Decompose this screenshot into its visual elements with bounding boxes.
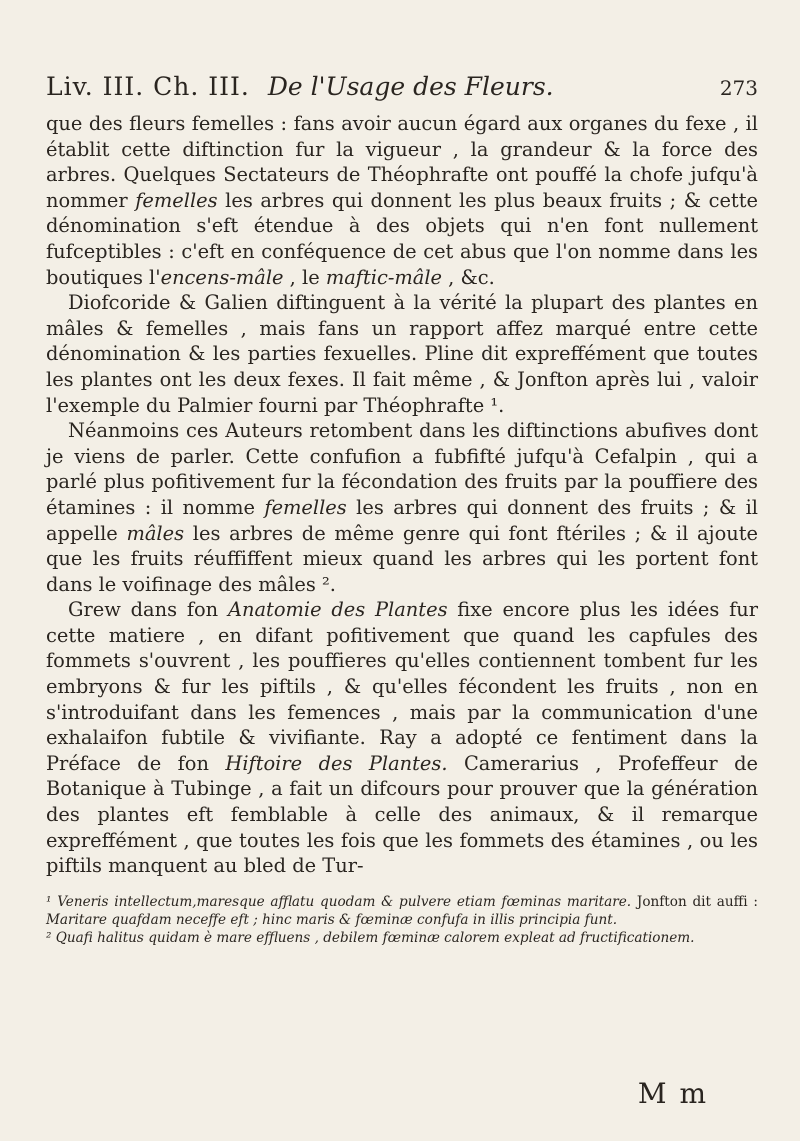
signature-mark: M m xyxy=(637,1077,708,1110)
running-head xyxy=(46,72,758,101)
paragraph: Néanmoins ces Auteurs retombent dans les diftinctions abufives dont je viens de parler. Cette confufion a fubfifté jufqu'à Cefalpin , qui a parlé plus pofitivement fur la fécondation des fruits par la pouffiere des étamines : il nomme femelles les arbres qui donnent des fruits ; & il appelle mâles les arbres de même genre qui font ftériles ; & il ajoute que les fruits réuffiffent mieux quand les arbres qui les portent font dans le voifinage des mâles ². xyxy=(46,419,758,596)
footnote: ¹ Veneris intellectum,maresque afflatu quodam & pulvere etiam fœminas maritare. Jonfton dit auffi : Maritare quafdam neceffe eft ; hinc maris & fœminæ confufa in illis principia funt. xyxy=(46,893,758,928)
page-number: 273 xyxy=(719,76,758,100)
body-text xyxy=(46,111,758,879)
paragraph: Diofcoride & Galien diftinguent à la vérité la plupart des plantes en mâles & femelles , mais fans un rapport affez marqué entre cette dénomination & les parties fexuelles. Pline dit expreffément que toutes les plantes ont les deux fexes. Il fait même , & Jonfton après lui , valoir l'exemple du Palmier fourni par Théophrafte ¹. xyxy=(46,291,758,417)
running-title: De l'Usage des Fleurs. xyxy=(267,72,554,101)
book-page xyxy=(46,72,758,947)
paragraph: Grew dans fon Anatomie des Plantes fixe encore plus les idées fur cette matiere , en difant pofitivement que quand les capfules des fommets s'ouvrent , les pouffieres qu'elles contiennent tombent fur les embryons & fur les piftils , & qu'elles fécondent les fruits , non en s'introduifant dans les femences , mais par la communication d'une exhalaifon fubtile & vivifiante. Ray a adopté ce fentiment dans la Préface de fon Hiftoire des Plantes. Camerarius , Profeffeur de Botanique à Tubinge , a fait un difcours pour prouver que la génération des plantes eft femblable à celle des animaux, & il remarque expreffément , que toutes les fois que les fommets des étamines , ou les piftils manquent au bled de Tur- xyxy=(46,598,759,878)
footnote: ² Quafi halitus quidam è mare effluens , debilem fœminæ calorem expleat ad fructificationem. xyxy=(46,929,695,946)
paragraph: que des fleurs femelles : fans avoir aucun égard aux organes du fexe , il établit cette diftinction fur la vigueur , la grandeur & la force des arbres. Quelques Sectateurs de Théophrafte ont pouffé la chofe jufqu'à nommer femelles les arbres qui donnent les plus beaux fruits ; & cette dénomination s'eft étendue à des objets qui n'en font nullement fufceptibles : c'eft en conféquence de cet abus que l'on nomme dans les boutiques l'encens-mâle , le maftic-mâle , &c. xyxy=(46,112,758,289)
book-chapter: Liv. III. Ch. III. xyxy=(46,72,250,101)
footnotes xyxy=(46,893,758,947)
